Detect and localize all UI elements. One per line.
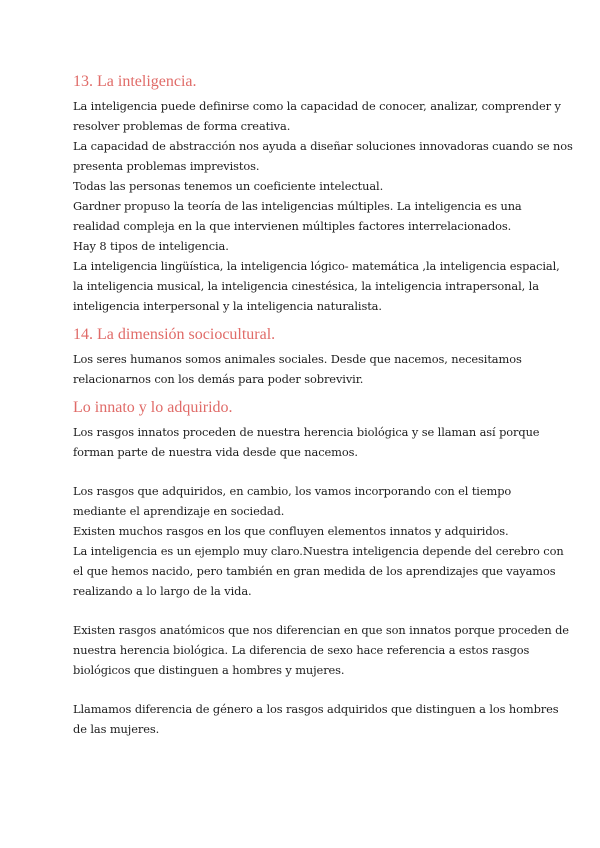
text-line: el que hemos nacido, pero también en gran medida de los aprendizajes que vayamos — [73, 564, 556, 578]
text-line: la inteligencia musical, la inteligencia cinestésica, la inteligencia intrapersonal, la — [73, 279, 539, 293]
paragraph-adquiridos — [73, 481, 564, 601]
text-line: Gardner propuso la teoría de las inteligencias múltiples. La inteligencia es una — [73, 199, 522, 213]
text-line: La inteligencia lingüística, la inteligencia lógico- matemática ,la inteligencia espacial, — [73, 259, 560, 273]
text-line: realidad compleja en la que intervienen múltiples factores interrelacionados. — [73, 219, 512, 233]
text-line: resolver problemas de forma creativa. — [73, 119, 291, 133]
text-line: La inteligencia puede definirse como la capacidad de conocer, analizar, comprender y — [73, 99, 561, 113]
text-line: realizando a lo largo de la vida. — [73, 584, 252, 598]
text-line: forman parte de nuestra vida desde que nacemos. — [73, 445, 358, 459]
text-line: Los rasgos innatos proceden de nuestra herencia biológica y se llaman así porque — [73, 425, 540, 439]
text-line: biológicos que distinguen a hombres y mujeres. — [73, 663, 345, 677]
text-line: Hay 8 tipos de inteligencia. — [73, 239, 229, 253]
text-line: Existen muchos rasgos en los que confluyen elementos innatos y adquiridos. — [73, 524, 509, 538]
text-line: de las mujeres. — [73, 722, 160, 736]
document-page — [73, 72, 573, 739]
text-line: presenta problemas imprevistos. — [73, 159, 260, 173]
paragraph-rasgos-anatomicos — [73, 620, 569, 680]
text-line: Los rasgos que adquiridos, en cambio, los vamos incorporando con el tiempo — [73, 484, 512, 498]
heading-dimension-sociocultural: 14. La dimensión sociocultural. — [73, 326, 276, 343]
paragraph-genero — [73, 699, 559, 739]
heading-inteligencia: 13. La inteligencia. — [73, 73, 197, 90]
text-line: La inteligencia es un ejemplo muy claro.Nuestra inteligencia depende del cerebro con — [73, 544, 564, 558]
text-line: La capacidad de abstracción nos ayuda a diseñar soluciones innovadoras cuando se nos — [73, 139, 573, 153]
text-line: Todas las personas tenemos un coeficiente intelectual. — [73, 179, 384, 193]
text-line: mediante el aprendizaje en sociedad. — [73, 504, 285, 518]
heading-innato-adquirido: Lo innato y lo adquirido. — [73, 399, 233, 416]
text-line: Los seres humanos somos animales sociales. Desde que nacemos, necesitamos — [73, 352, 522, 366]
paragraph-innatos — [73, 422, 540, 462]
text-line: nuestra herencia biológica. La diferencia de sexo hace referencia a estos rasgos — [73, 643, 530, 657]
text-line: inteligencia interpersonal y la inteligencia naturalista. — [73, 299, 382, 313]
text-line: Existen rasgos anatómicos que nos diferencian en que son innatos porque proceden de — [73, 623, 569, 637]
paragraph-sociocultural — [73, 349, 533, 389]
text-line: Llamamos diferencia de género a los rasgos adquiridos que distinguen a los hombres — [73, 702, 559, 716]
text-line: relacionarnos con los demás para poder sobrevivir. — [73, 372, 364, 386]
paragraph-inteligencia — [73, 96, 573, 316]
